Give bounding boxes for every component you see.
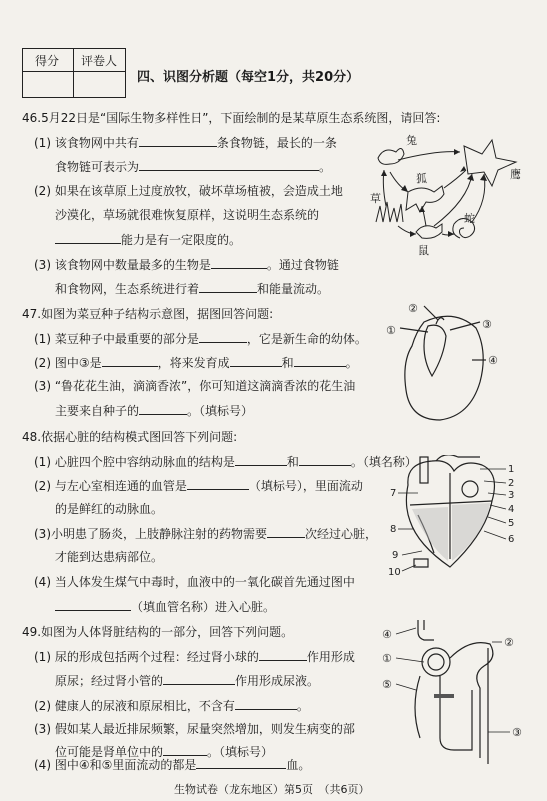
label-1: ① xyxy=(386,324,396,337)
label-3: 3 xyxy=(508,490,515,501)
q48-text: (3)小明患了肠炎，上肢静脉注射的药物需要 xyxy=(34,527,267,541)
q47-part3b xyxy=(55,402,253,419)
label-9: 9 xyxy=(392,550,399,561)
label-8: 8 xyxy=(390,524,397,535)
section-title: 四、识图分析题（每空1分，共20分） xyxy=(137,70,360,85)
pointer-line xyxy=(484,481,506,483)
q46-text: 条食物链，最长的一条 xyxy=(216,136,337,150)
q48-text: (1) 心脏四个腔中容纳动脉血的结构是 xyxy=(34,455,235,469)
q49-text: 血。 xyxy=(286,758,311,772)
right-ventricle-shade xyxy=(412,507,448,561)
answer-blank[interactable] xyxy=(199,330,247,343)
q49-part4 xyxy=(34,756,310,773)
arrowhead xyxy=(467,174,474,181)
label-4: 4 xyxy=(508,504,515,515)
superior-vena-cava xyxy=(420,457,428,483)
label-1: ① xyxy=(382,652,392,665)
q48-text: （填标号），里面流动 xyxy=(248,479,363,493)
q48-part2b: 的是鲜红的动脉血。 xyxy=(55,502,164,516)
q47-text: 和 xyxy=(281,356,294,370)
answer-blank[interactable] xyxy=(187,477,249,490)
answer-blank[interactable] xyxy=(55,231,121,244)
q46-text: 和食物网，生态系统进行着 xyxy=(55,282,200,296)
label-1: 1 xyxy=(508,464,515,475)
q47-text: 。（填标号） xyxy=(187,404,254,418)
q46-text: (1) 该食物网中共有 xyxy=(34,136,139,150)
answer-blank[interactable] xyxy=(102,354,158,367)
mouse-icon xyxy=(416,224,442,238)
q47-part1 xyxy=(34,330,367,347)
fox-icon xyxy=(406,186,444,212)
pointer-line xyxy=(396,628,416,634)
label-5: ⑤ xyxy=(382,678,392,691)
q49-part1b xyxy=(55,672,319,689)
answer-blank[interactable] xyxy=(139,134,217,147)
mouse-label: 鼠 xyxy=(418,244,429,257)
heart-figure xyxy=(388,455,528,580)
q49-text: 作用形成 xyxy=(306,650,355,664)
q49-part1 xyxy=(34,648,355,665)
arrow-rabbit-eagle xyxy=(398,152,460,160)
answer-blank[interactable] xyxy=(267,525,305,538)
answer-blank[interactable] xyxy=(163,743,207,756)
label-2: 2 xyxy=(508,478,515,489)
q49-part2 xyxy=(34,697,309,714)
q48-part4: (4) 当人体发生煤气中毒时，血液中的一氧化碳首先通过图中 xyxy=(34,575,355,589)
q46-text: 食物链可表示为 xyxy=(55,160,140,174)
q46-part1b xyxy=(55,158,331,175)
q49-text: (1) 尿的形成包括两个过程：经过肾小球的 xyxy=(34,650,259,664)
q47-text: 。 xyxy=(345,356,358,370)
q46-part1 xyxy=(34,134,337,151)
q49-text: 作用形成尿液。 xyxy=(235,674,320,688)
snake-label: 蛇 xyxy=(464,212,475,225)
glomerulus xyxy=(422,648,450,676)
vessel-segment xyxy=(434,694,454,698)
q48-part3 xyxy=(34,525,377,542)
q46-part2c xyxy=(55,231,241,248)
fox-label: 狐 xyxy=(416,172,427,185)
q46-part3b xyxy=(55,280,329,297)
capillary xyxy=(415,676,420,738)
q49-text: 位可能是肾单位中的 xyxy=(55,745,164,759)
label-10: 10 xyxy=(388,567,401,578)
pointer-line xyxy=(424,306,438,320)
pointer-line xyxy=(488,493,506,495)
q46-part3 xyxy=(34,256,339,273)
grass-label: 草 xyxy=(370,192,381,205)
answer-blank[interactable] xyxy=(230,354,282,367)
eagle-label: 鹰 xyxy=(510,168,521,181)
answer-blank[interactable] xyxy=(199,280,257,293)
pointer-line xyxy=(402,551,422,555)
answer-blank[interactable] xyxy=(196,756,286,769)
score-table-divider xyxy=(73,49,74,97)
q47-text: 主要来自种子的 xyxy=(55,404,140,418)
q48-stem: 48.依据心脏的结构模式图回答下列问题: xyxy=(22,430,238,444)
q48-text: 和 xyxy=(286,455,299,469)
q46-stem: 46.5月22日是“国际生物多样性日”，下面绘制的是某草原生态系统图，请回答: xyxy=(22,111,441,125)
q49-text: 原尿；经过肾小管的 xyxy=(55,674,164,688)
answer-blank[interactable] xyxy=(299,453,351,466)
q49-stem: 49.如图为人体肾脏结构的一部分，回答下列问题。 xyxy=(22,625,294,639)
arrowhead xyxy=(419,206,425,212)
grader-header: 评卷人 xyxy=(81,54,118,68)
label-2: ② xyxy=(408,302,418,315)
pointer-line xyxy=(400,328,428,332)
afferent-arteriole xyxy=(418,620,434,640)
pointer-line xyxy=(450,322,480,330)
q47-part2 xyxy=(34,354,358,371)
left-ventricle-shade xyxy=(452,503,490,561)
score-table xyxy=(22,48,126,98)
loop-of-henle xyxy=(440,676,472,750)
pointer-line xyxy=(396,684,416,690)
pointer-line xyxy=(402,565,416,571)
bean-seed-figure xyxy=(384,302,514,426)
label-3: ③ xyxy=(482,318,492,331)
q47-stem: 47.如图为菜豆种子结构示意图，据图回答问题: xyxy=(22,307,274,321)
pointer-line xyxy=(488,517,506,523)
q46-part2: (2) 如果在该草原上过度放牧，破坏草场植被，会造成土地 xyxy=(34,184,343,198)
q46-text: 。 xyxy=(319,160,332,174)
food-web-figure xyxy=(368,130,528,260)
pointer-line xyxy=(490,505,506,509)
q46-text: 。通过食物链 xyxy=(266,258,339,272)
answer-blank[interactable] xyxy=(235,697,297,710)
answer-blank[interactable] xyxy=(294,354,346,367)
arrowhead xyxy=(381,170,387,176)
q48-text: 。（填名称） xyxy=(350,455,417,469)
rabbit-label: 兔 xyxy=(406,134,417,147)
answer-blank[interactable] xyxy=(211,256,267,269)
q48-part4b xyxy=(55,598,275,615)
label-6: 6 xyxy=(508,534,515,545)
score-table-divider xyxy=(23,71,125,72)
answer-blank[interactable] xyxy=(139,158,319,171)
q47-text: ，将来发育成 xyxy=(157,356,230,370)
pointer-line xyxy=(484,531,506,539)
q46-text: 和能量流动。 xyxy=(257,282,330,296)
q48-text: （填血管名称）进入心脏。 xyxy=(131,600,276,614)
answer-blank[interactable] xyxy=(55,598,131,611)
q47-text: (1) 菜豆种子中最重要的部分是 xyxy=(34,332,199,346)
arrowhead xyxy=(454,149,460,155)
label-4: ④ xyxy=(382,628,392,641)
nephron-figure xyxy=(380,618,530,768)
q46-text: 能力是有一定限度的。 xyxy=(121,233,242,247)
q48-part1 xyxy=(34,453,417,470)
arrow-fox-eagle xyxy=(444,170,466,188)
q49-part3: (3) 假如某人最近排尿频繁，尿量突然增加，则发生病变的部 xyxy=(34,722,355,736)
q48-text: (2) 与左心室相连通的血管是 xyxy=(34,479,187,493)
answer-blank[interactable] xyxy=(259,648,307,661)
pointer-line xyxy=(396,658,424,662)
embryo xyxy=(424,325,446,376)
rabbit-icon xyxy=(378,148,404,164)
inferior-vena-cava xyxy=(414,559,428,567)
aorta xyxy=(436,455,480,461)
pulmonary-valve xyxy=(462,481,478,497)
label-5: 5 xyxy=(508,518,515,529)
q47-text: ，它是新生命的幼体。 xyxy=(246,332,367,346)
q47-part3: (3) “鲁花花生油，滴滴香浓”，你可知道这滴滴香浓的花生油 xyxy=(34,379,356,393)
arrowhead xyxy=(410,231,416,237)
page-footer: 生物试卷（龙东地区）第5页 （共6页） xyxy=(174,783,370,796)
q48-part3b: 才能到达患病部位。 xyxy=(55,550,164,564)
answer-blank[interactable] xyxy=(163,672,235,685)
q49-text: (4) 图中④和⑤里面流动的都是 xyxy=(34,758,197,772)
arrowhead xyxy=(401,185,408,192)
answer-blank[interactable] xyxy=(235,453,287,466)
q46-part2b: 沙漠化，草场就很难恢复原样，这说明生态系统的 xyxy=(55,208,320,222)
q49-text: (2) 健康人的尿液和原尿相比，不含有 xyxy=(34,699,235,713)
q48-part2 xyxy=(34,477,363,494)
label-4: ④ xyxy=(488,354,498,367)
q47-text: (2) 图中③是 xyxy=(34,356,102,370)
grass-icon xyxy=(376,202,403,222)
label-2: ② xyxy=(504,636,514,649)
label-3: ③ xyxy=(512,726,522,739)
q48-text: 次经过心脏， xyxy=(305,527,378,541)
label-7: 7 xyxy=(390,488,397,499)
score-header: 得分 xyxy=(35,54,60,68)
q46-text: (3) 该食物网中数量最多的生物是 xyxy=(34,258,211,272)
q49-text: 。（填标号） xyxy=(207,745,274,759)
bowman-capsule xyxy=(428,654,444,670)
answer-blank[interactable] xyxy=(139,402,187,415)
q49-text: 。 xyxy=(296,699,309,713)
